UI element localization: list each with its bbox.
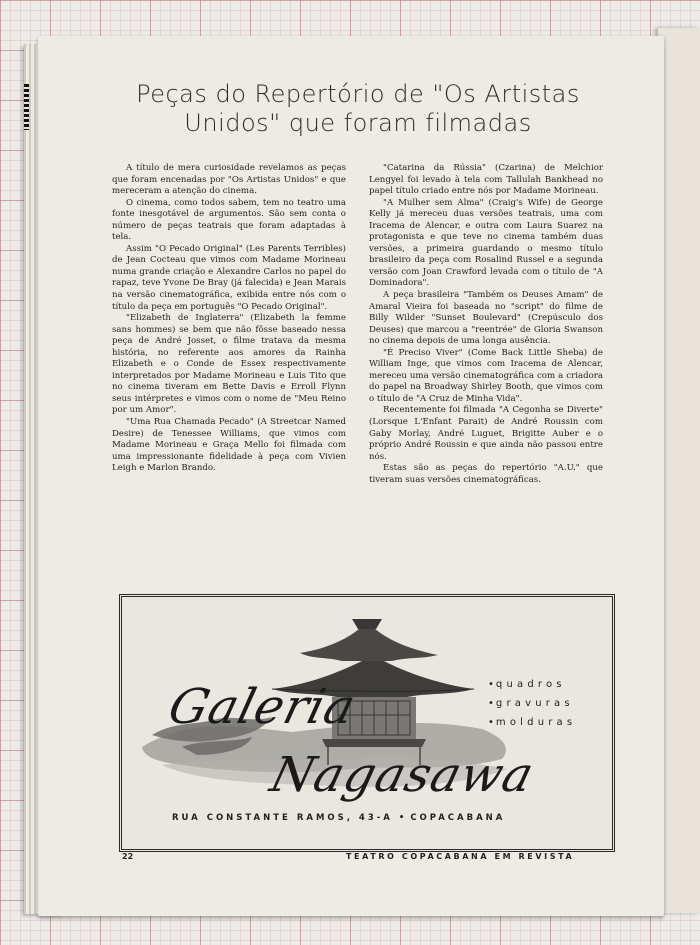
article-paragraph: "Elizabeth de Inglaterra" (Elizabeth la femme sans hommes) se bem que não fôsse baseado nessa peça de André Josset, o filme tratava da mesma história, no referente aos amores da Rainha Elizabeth e o Conde de Essex respectivamente interpretados por Madame Morineau e Luis Tito que no cinema tiveram em Bette Davis e Erroll Flynn seus intérpretes e vimos com o nome de "Meu Reino por um Amor". (112, 313, 346, 416)
article-paragraph: Assim "O Pecado Original" (Les Parents Terribles) de Jean Cocteau que vimos com Madame Morineau numa grande criação e Alexandre Carlos no papel do rapaz, teve Yvone De Bray (já falecida) e Jean Marais na versão cinematográfica, exibida entre nós com o título da peça em português "O Pecado Original". (112, 243, 346, 312)
article-title (88, 80, 628, 138)
gallery-advertisement (119, 594, 615, 852)
article-paragraph: "A Mulher sem Alma" (Craig's Wife) de George Kelly já mereceu duas versões teatrais, uma com Iracema de Alencar, e outra com Laura Suarez na protagonista e que teve no cinema também duas versões, a primeira guardando o mesmo título brasileiro da peça com Rosalind Russel e a segunda versão com Joan Crawford levada com o título de "A Dominadora". (369, 197, 603, 289)
address-separator: • (398, 813, 405, 823)
address-street: RUA CONSTANTE RAMOS, 43-A (172, 813, 393, 823)
article-column-left (112, 163, 346, 475)
gallery-name-line-2: Nagasawa (265, 747, 540, 803)
article-paragraph: A título de mera curiosidade revelamos as peças que foram encenadas por "Os Artistas Unidos" e que mereceram a atenção do cinema. (112, 163, 346, 197)
gallery-address (172, 813, 592, 823)
address-district: COPACABANA (410, 813, 506, 823)
gallery-name-line-1: Galeria (163, 679, 362, 735)
article-title-line-1: Peças do Repertório de "Os Artistas (136, 80, 580, 108)
article-paragraph: "Uma Rua Chamada Pecado" (A Streetcar Named Desire) de Tenessee Williams, que vimos com Madame Morineau e Graça Mello foi filmada com uma impressionante fidelidade à peça com Vivien Leigh e Marlon Brando. (112, 417, 346, 474)
article-column-right (369, 163, 603, 486)
service-item: • gravuras (488, 698, 574, 709)
magazine-page (38, 36, 664, 916)
adjacent-page (658, 28, 700, 913)
article-paragraph: Estas são as peças do repertório "A.U." que tiveram suas versões cinematográficas. (369, 463, 603, 485)
article-paragraph: A peça brasileira "Também os Deuses Amam" de Amaral Vieira foi baseada no "script" do filme de Billy Wilder "Sunset Boulevard" (Crepúsculo dos Deuses) que marcou a "reentrée" de Gloria Swanson no cinema depois de uma longa ausência. (369, 290, 603, 347)
gallery-services-list (488, 675, 576, 732)
article-paragraph: Recentemente foi filmada "A Cegonha se Diverte" (Lorsque L'Enfant Parait) de André Roussin com Gaby Morlay, André Luguet, Brigitte Auber e o próprio André Roussin e que ainda não passou entre nós. (369, 405, 603, 462)
article-paragraph: O cinema, como todos sabem, tem no teatro uma fonte inesgotável de argumentos. São sem conta o número de peças teatrais que foram adaptadas à tela. (112, 197, 346, 243)
publication-footer: TEATRO COPACABANA EM REVISTA (346, 852, 575, 861)
page-number: 22 (122, 852, 134, 861)
article-title-line-2: Unidos" que foram filmadas (184, 109, 532, 137)
service-label: gravuras (495, 698, 574, 709)
service-label: quadros (495, 679, 566, 690)
article-paragraph: "É Preciso Viver" (Come Back Little Sheba) de William Inge, que vimos com Iracema de Alencar, mereceu uma versão cinematográfica com a criadora do papel na Broadway Shirley Booth, que vimos com o título de "A Cruz de Minha Vida". (369, 347, 603, 404)
service-label: molduras (495, 717, 577, 728)
binding-marks (24, 84, 29, 130)
service-item: • molduras (488, 717, 577, 728)
article-paragraph: "Catarina da Rússia" (Czarina) de Melchior Lengyel foi levado à tela com Tallulah Bankhead no papel título criado entre nós por Madame Morineau. (369, 163, 603, 197)
service-item: • quadros (488, 679, 566, 690)
